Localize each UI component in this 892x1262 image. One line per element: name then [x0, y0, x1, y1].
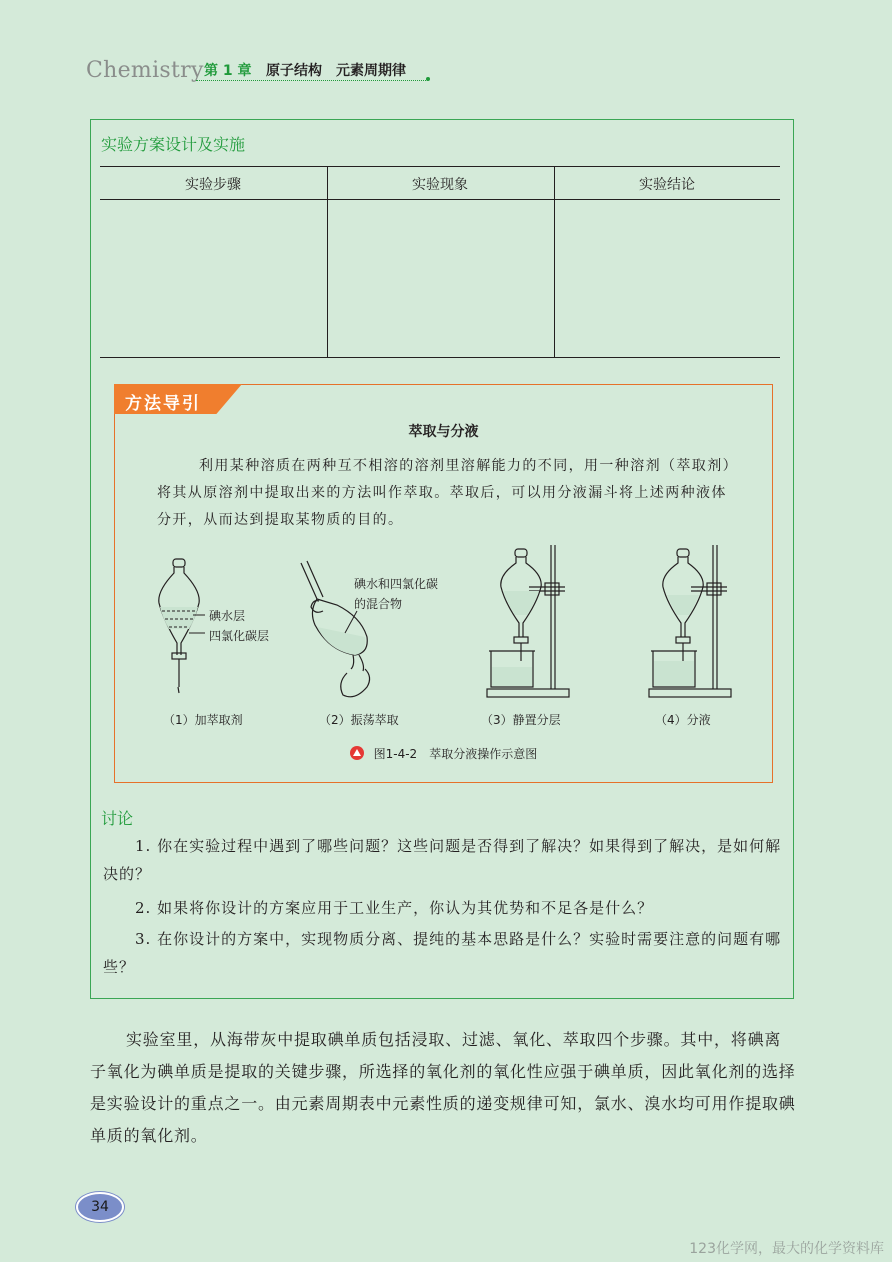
watermark: 123化学网，最大的化学资料库 — [689, 1241, 884, 1257]
caption-triangle-icon — [350, 746, 364, 760]
table-header-rule — [100, 199, 780, 200]
header-rule — [196, 80, 428, 81]
figure-caption-3: （3）静置分层 — [481, 713, 561, 727]
chapter-title: 原子结构 元素周期律 — [266, 63, 406, 79]
figure-caption-1: （1）加萃取剂 — [163, 713, 243, 727]
ccl4-layer-label: 四氯化碳层 — [209, 629, 270, 643]
discussion-item: 2. 如果将你设计的方案应用于工业生产，你认为其优势和不足各是什么？ — [135, 899, 654, 917]
method-guide-box — [114, 384, 773, 783]
table-header-phenomena: 实验现象 — [412, 177, 468, 193]
table-header-steps: 实验步骤 — [185, 177, 241, 193]
figure-caption-4: （4）分液 — [655, 713, 711, 727]
table-divider — [554, 166, 555, 358]
table-bottom-rule — [100, 357, 780, 358]
ring-stand-funnel-icon — [485, 543, 577, 705]
experiment-design-box — [90, 119, 794, 999]
method-text: 利用某种溶质在两种互不相溶的溶剂里溶解能力的不同，用一种溶剂（萃取剂）将其从原溶剂中提取出来的方法叫作萃取。萃取后，可以用分液漏斗将上述两种液体分开，从而达到提取某物质的目的。 — [157, 458, 731, 528]
discussion-item: 1. 你在实验过程中遇到了哪些问题？这些问题是否得到了解决？如果得到了解决，是如何解决的？ — [103, 837, 782, 883]
discussion-item: 3. 在你设计的方案中，实现物质分离、提纯的基本思路是什么？实验时需要注意的问题有哪些？ — [103, 930, 782, 976]
figure-caption-2: （2）振荡萃取 — [319, 713, 399, 727]
header-dot — [426, 77, 430, 81]
discussion-title: 讨论 — [101, 809, 134, 828]
table-top-rule — [100, 166, 780, 167]
chapter-number: 第 1 章 — [204, 63, 252, 79]
figure-caption-text: 图1-4-2 萃取分液操作示意图 — [373, 747, 538, 761]
body-paragraph: 实验室里，从海带灰中提取碘单质包括浸取、过滤、氧化、萃取四个步骤。其中，将碘离子氧化为碘单质是提取的关键步骤，所选择的氧化剂的氧化性应强于碘单质，因此氧化剂的选择是实验设计的重点之一。由元素周期表中元素性质的递变规律可知，氯水、溴水均可用作提取碘单质的氧化剂。 — [90, 1030, 796, 1145]
table-header-conclusion: 实验结论 — [639, 177, 695, 193]
page-header — [86, 56, 446, 88]
figure-caption — [115, 745, 772, 762]
design-table — [100, 166, 780, 358]
table-divider — [327, 166, 328, 358]
design-section-title: 实验方案设计及实施 — [101, 135, 246, 154]
page-number: 34 — [76, 1192, 124, 1222]
method-label: 方法导引 — [125, 394, 201, 414]
brand-title: Chemistry — [86, 58, 204, 83]
method-heading: 萃取与分液 — [408, 424, 479, 440]
iodine-water-layer-label: 碘水层 — [209, 609, 246, 623]
mixture-label-line1: 碘水和四氯化碳 — [354, 577, 439, 591]
mixture-label-line2: 的混合物 — [354, 597, 403, 611]
separation-icon — [647, 543, 739, 705]
